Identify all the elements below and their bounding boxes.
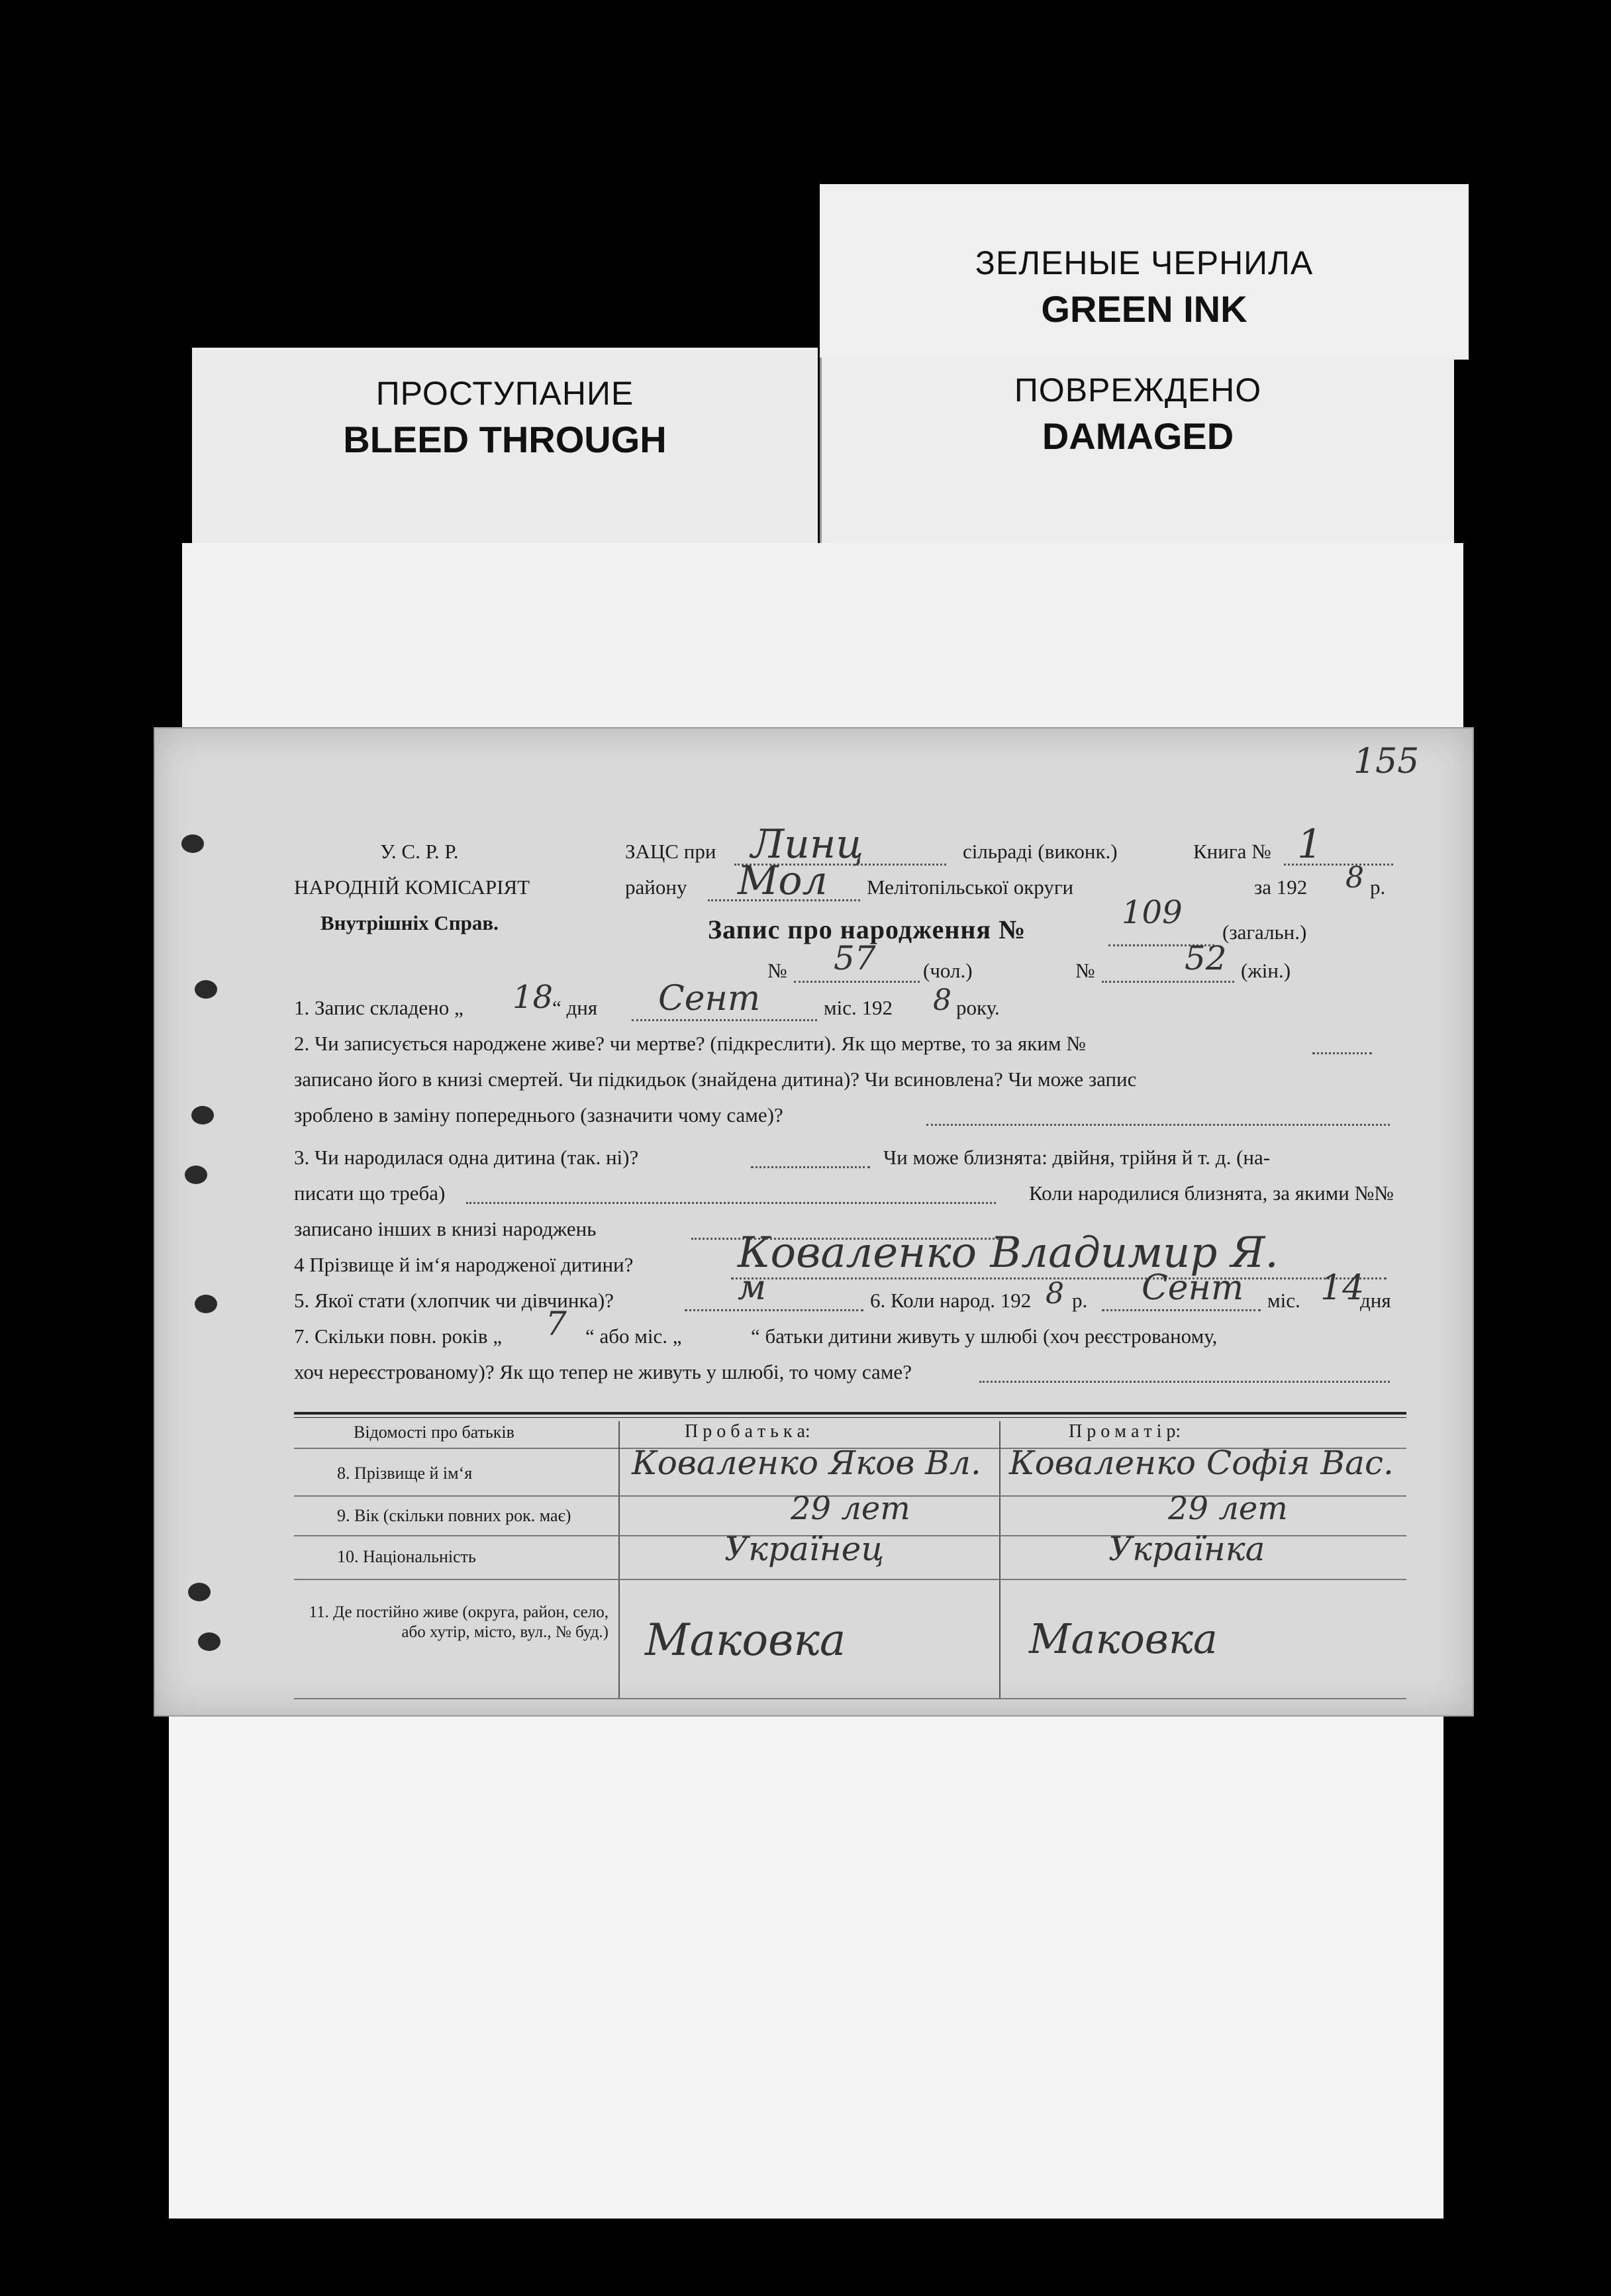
binding-hole [188, 1583, 211, 1601]
q6-day: 14 [1320, 1268, 1365, 1308]
q3-line1b: Чи може близнята: двійня, трійня й т. д. (на- [883, 1146, 1271, 1169]
blank-sheet-lower [169, 1695, 1443, 2219]
q1-month-underline [632, 1019, 817, 1021]
q5-label: 5. Якої стати (хлопчик чи дівчинка)? [294, 1289, 614, 1312]
q6-label: 6. Коли народ. 192 [870, 1289, 1032, 1312]
q6-year: 8 [1046, 1277, 1064, 1311]
row11-label: 11. Де постійно живе (округа, район, село, або хутір, місто, вул., № буд.) [309, 1603, 609, 1641]
row9-father: 29 лет [791, 1490, 910, 1527]
row9-mother: 29 лет [1168, 1490, 1288, 1527]
row11-father: Маковка [645, 1615, 846, 1666]
table-head-mother: П р о м а т і р: [1069, 1421, 1181, 1442]
header-commissariat: НАРОДНІЙ КОМІСАРІЯТ [294, 875, 530, 899]
raion-label: району [625, 875, 687, 899]
binding-hole [195, 1295, 217, 1313]
q7-line1c: “ батьки дитини живуть у шлюбі (хоч реєстрованому, [751, 1324, 1218, 1348]
q4-child-name: Коваленко Владимир Я. [738, 1228, 1279, 1277]
bleed-through-label-card [192, 348, 818, 546]
binding-hole [198, 1632, 220, 1651]
q6-dnya: дня [1360, 1289, 1391, 1312]
q7-line2-underline [979, 1380, 1390, 1383]
silradi-label: сільраді (виконк.) [963, 840, 1118, 863]
binding-hole [195, 980, 217, 999]
q6-mis: міс. [1267, 1289, 1300, 1312]
damaged-label-ru: ПОВРЕЖДЕНО [1014, 372, 1262, 409]
zags-label: ЗАЦС при [625, 840, 716, 863]
q1-month: Сент [658, 979, 761, 1019]
row11-mother: Маковка [1029, 1615, 1218, 1663]
form-title: Запис про народження № [708, 915, 1026, 944]
zhin-value: 52 [1185, 939, 1227, 977]
q3-line3: записано інших в книзі народжень [294, 1217, 597, 1240]
record-number: 109 [1122, 894, 1183, 931]
table-head-father: П р о б а т ь к а: [685, 1421, 810, 1442]
binding-hole [191, 1106, 214, 1124]
q5-underline [685, 1309, 863, 1311]
row8-father: Коваленко Яков Вл. [632, 1444, 981, 1482]
q3-line1-underline [751, 1166, 870, 1168]
row10-mother: Українка [1108, 1530, 1265, 1568]
zhin-prefix: № [1075, 959, 1095, 982]
q3-line2b: Коли народилися близнята, за якими №№ [1029, 1181, 1394, 1205]
q1-day: 18 [513, 979, 554, 1016]
kniga-value: 1 [1297, 821, 1323, 868]
q2-line2: записано його в книзі смертей. Чи підкидьок (знайдена дитина)? Чи всиновлена? Чи може запис [294, 1068, 1137, 1091]
q7-line2: хоч нереєстрованому)? Як що тепер не живуть у шлюбі, то чому саме? [294, 1360, 912, 1383]
table-top-rule-2 [294, 1417, 1406, 1418]
q4-label: 4 Прізвище й ім‘я народженої дитини? [294, 1253, 634, 1276]
q7-line1a: 7. Скільки повн. років „ [294, 1324, 502, 1348]
table-top-rule [294, 1412, 1406, 1415]
year-value: 8 [1345, 861, 1364, 895]
okrug-label: Мелітопільської округи [867, 875, 1074, 899]
zhin-label: (жін.) [1241, 959, 1291, 982]
table-col-divider-2 [999, 1421, 1001, 1699]
green-ink-label-card [820, 184, 1469, 360]
row9-label: 9. Вік (скільки повних рок. має) [337, 1506, 571, 1525]
q7-years: 7 [546, 1305, 567, 1343]
chol-underline [794, 980, 920, 983]
zhin-underline [1102, 980, 1234, 983]
bleed-through-label-en: BLEED THROUGH [343, 419, 667, 460]
damaged-label-card [820, 358, 1454, 553]
binding-hole [181, 834, 204, 853]
q1-c: міс. 192 [824, 996, 893, 1019]
zags-value: Линц [751, 821, 864, 868]
q7-line1b: “ або міс. „ [585, 1324, 682, 1348]
row10-label: 10. Національність [337, 1547, 476, 1566]
green-ink-label-en: GREEN INK [1041, 288, 1247, 330]
q3-line1a: 3. Чи народилася одна дитина (так. ні)? [294, 1146, 639, 1169]
header-ussr: У. С. Р. Р. [380, 840, 459, 863]
q2-line3-underline [926, 1123, 1390, 1126]
raion-value: Мол [738, 858, 828, 904]
chol-value: 57 [834, 939, 876, 977]
chol-prefix: № [767, 959, 787, 982]
q6-r: р. [1072, 1289, 1088, 1312]
q2-line1: 2. Чи записується народжене живе? чи мертве? (підкреслити). Як що мертве, то за яким № [294, 1032, 1086, 1055]
q1-b: “ дня [552, 996, 598, 1019]
header-internal-affairs: Внутрішніх Справ. [320, 911, 499, 934]
q2-line3: зроблено в заміну попереднього (зазначити чому саме)? [294, 1103, 783, 1126]
table-head-parents-info: Відомості про батьків [354, 1423, 514, 1442]
row10-father: Українец [724, 1530, 885, 1568]
green-ink-label-ru: ЗЕЛЕНЫЕ ЧЕРНИЛА [975, 244, 1314, 281]
q3-line2-underline [466, 1201, 996, 1204]
zagaln-label: (загальн.) [1222, 921, 1307, 944]
binding-hole [185, 1166, 207, 1184]
birth-record-form [154, 727, 1474, 1717]
q5-value: м [738, 1268, 767, 1308]
row8-mother: Коваленко Софія Вас. [1009, 1444, 1394, 1482]
damaged-label-en: DAMAGED [1042, 415, 1234, 457]
table-bottom-rule [294, 1698, 1406, 1699]
row10-divider [294, 1579, 1406, 1580]
bleed-through-label-ru: ПРОСТУПАНИЕ [375, 375, 634, 412]
row8-label: 8. Прізвище й ім‘я [337, 1464, 473, 1483]
year-suffix: р. [1370, 875, 1386, 899]
archive-page-number: 155 [1353, 742, 1420, 781]
q1-year: 8 [933, 983, 952, 1017]
year-label: за 192 [1254, 875, 1308, 899]
q2-number-underline [1312, 1052, 1372, 1054]
kniga-underline [1284, 863, 1393, 866]
table-col-divider-1 [618, 1421, 620, 1699]
blank-sheet-upper [182, 543, 1463, 742]
q6-month: Сент [1142, 1268, 1244, 1308]
q6-month-underline [1102, 1309, 1261, 1311]
raion-underline [708, 899, 860, 901]
chol-label: (чол.) [923, 959, 973, 982]
kniga-label: Книга № [1193, 840, 1271, 863]
q3-line2a: писати що треба) [294, 1181, 446, 1205]
q1-d: року. [956, 996, 1000, 1019]
q1-a: 1. Запис складено „ [294, 996, 464, 1019]
